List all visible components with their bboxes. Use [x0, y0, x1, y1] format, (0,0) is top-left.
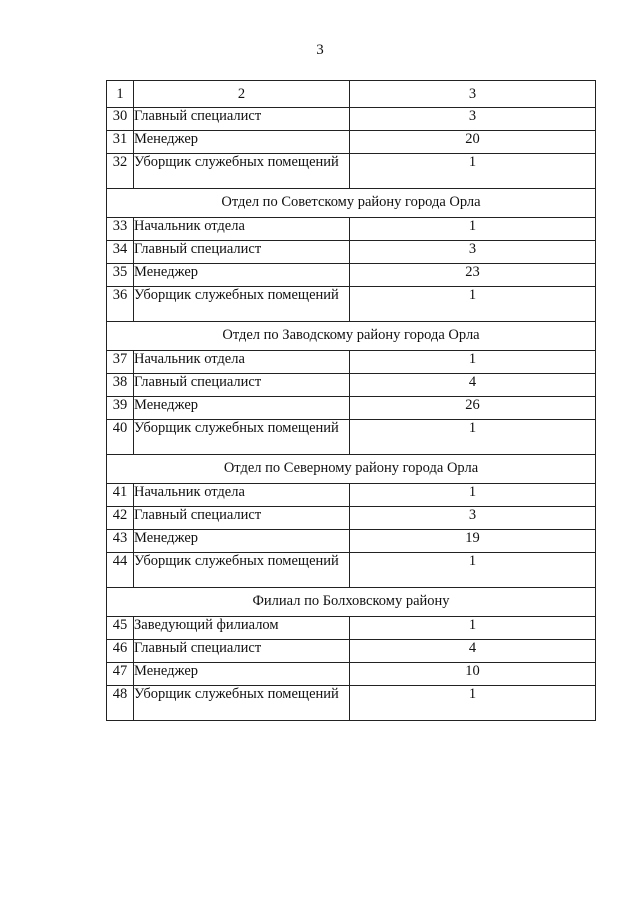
row-number: 33: [107, 218, 134, 241]
position-name: Менеджер: [134, 131, 350, 154]
section-title: Отдел по Северному району города Орла: [107, 455, 596, 484]
section-title: Отдел по Советскому району города Орла: [107, 189, 596, 218]
section-title: Филиал по Болховскому району: [107, 588, 596, 617]
staff-count: 23: [350, 264, 596, 287]
position-name: Уборщик служебных помещений: [134, 154, 350, 189]
position-name: Начальник отдела: [134, 484, 350, 507]
position-name: Главный специалист: [134, 241, 350, 264]
table-row: [107, 507, 596, 530]
position-name: Начальник отдела: [134, 218, 350, 241]
table-row: [107, 663, 596, 686]
staff-count: 26: [350, 397, 596, 420]
table-row: [107, 154, 596, 189]
row-number: 46: [107, 640, 134, 663]
staff-count: 1: [350, 218, 596, 241]
staff-count: 19: [350, 530, 596, 553]
header-cell-number: 1: [107, 81, 134, 108]
row-number: 42: [107, 507, 134, 530]
position-name: Начальник отдела: [134, 351, 350, 374]
row-number: 32: [107, 154, 134, 189]
staff-count: 3: [350, 507, 596, 530]
row-number: 36: [107, 287, 134, 322]
table-row: [107, 218, 596, 241]
position-name: Главный специалист: [134, 640, 350, 663]
row-number: 41: [107, 484, 134, 507]
table-header-row: [107, 81, 596, 108]
table-row: [107, 287, 596, 322]
staff-count: 10: [350, 663, 596, 686]
section-title: Отдел по Заводскому району города Орла: [107, 322, 596, 351]
header-cell-position: 2: [134, 81, 350, 108]
staff-count: 1: [350, 154, 596, 189]
staff-count: 1: [350, 287, 596, 322]
staffing-table: [106, 80, 596, 721]
table-row: [107, 553, 596, 588]
table-row: [107, 351, 596, 374]
row-number: 48: [107, 686, 134, 721]
table-row: [107, 640, 596, 663]
position-name: Менеджер: [134, 663, 350, 686]
section-row: [107, 588, 596, 617]
position-name: Главный специалист: [134, 507, 350, 530]
row-number: 35: [107, 264, 134, 287]
section-row: [107, 455, 596, 484]
table-row: [107, 131, 596, 154]
table-row: [107, 374, 596, 397]
position-name: Уборщик служебных помещений: [134, 287, 350, 322]
row-number: 37: [107, 351, 134, 374]
section-row: [107, 189, 596, 218]
row-number: 39: [107, 397, 134, 420]
position-name: Главный специалист: [134, 374, 350, 397]
staff-count: 3: [350, 108, 596, 131]
staff-count: 1: [350, 351, 596, 374]
staff-count: 4: [350, 374, 596, 397]
table-row: [107, 397, 596, 420]
row-number: 47: [107, 663, 134, 686]
position-name: Менеджер: [134, 264, 350, 287]
staffing-table-body: [107, 81, 596, 721]
table-row: [107, 108, 596, 131]
table-row: [107, 530, 596, 553]
staff-count: 1: [350, 484, 596, 507]
staff-count: 20: [350, 131, 596, 154]
row-number: 31: [107, 131, 134, 154]
position-name: Уборщик служебных помещений: [134, 420, 350, 455]
staff-count: 1: [350, 617, 596, 640]
row-number: 38: [107, 374, 134, 397]
staff-count: 4: [350, 640, 596, 663]
table-row: [107, 241, 596, 264]
header-cell-count: 3: [350, 81, 596, 108]
position-name: Менеджер: [134, 397, 350, 420]
row-number: 40: [107, 420, 134, 455]
section-row: [107, 322, 596, 351]
table-row: [107, 484, 596, 507]
table-row: [107, 617, 596, 640]
staff-count: 1: [350, 420, 596, 455]
table-row: [107, 420, 596, 455]
staff-count: 1: [350, 553, 596, 588]
row-number: 34: [107, 241, 134, 264]
table-row: [107, 686, 596, 721]
row-number: 30: [107, 108, 134, 131]
position-name: Менеджер: [134, 530, 350, 553]
staff-count: 1: [350, 686, 596, 721]
page-number: 3: [316, 42, 324, 58]
position-name: Главный специалист: [134, 108, 350, 131]
table-row: [107, 264, 596, 287]
row-number: 44: [107, 553, 134, 588]
row-number: 45: [107, 617, 134, 640]
position-name: Уборщик служебных помещений: [134, 553, 350, 588]
row-number: 43: [107, 530, 134, 553]
position-name: Заведующий филиалом: [134, 617, 350, 640]
position-name: Уборщик служебных помещений: [134, 686, 350, 721]
staff-count: 3: [350, 241, 596, 264]
